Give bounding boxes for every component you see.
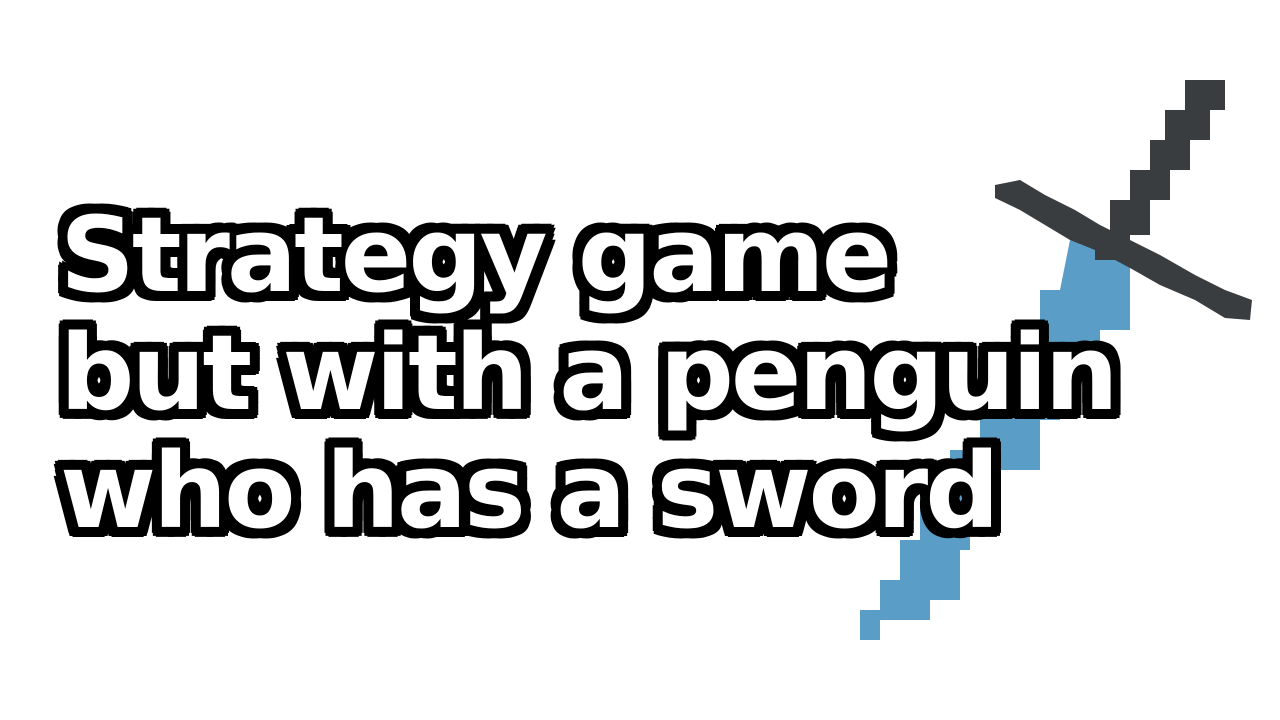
title-line-1: Strategy game: [60, 194, 890, 316]
thumbnail-title: [60, 196, 1116, 550]
title-line-3: who has a sword: [60, 430, 997, 552]
title-line-2: but with a penguin: [60, 312, 1116, 434]
